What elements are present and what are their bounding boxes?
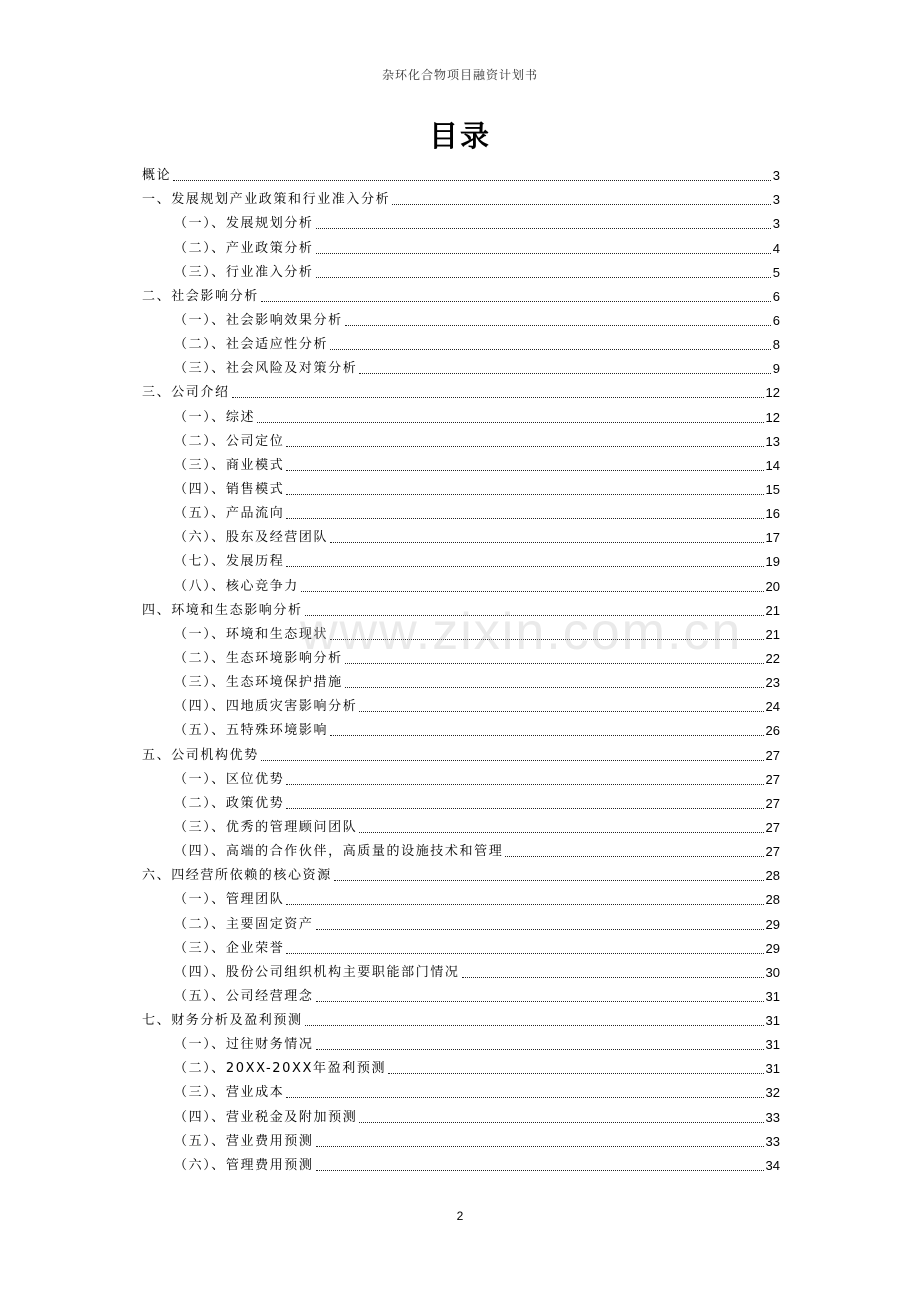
toc-dot-leader — [286, 566, 763, 567]
toc-entry-page: 4 — [772, 240, 780, 256]
toc-dot-leader — [261, 301, 771, 302]
toc-entry[interactable] — [142, 258, 780, 282]
toc-entry[interactable] — [142, 330, 780, 354]
toc-entry-page: 15 — [765, 481, 780, 497]
toc-entry-page: 27 — [765, 819, 780, 835]
toc-entry[interactable] — [142, 282, 780, 306]
toc-entry[interactable] — [142, 765, 780, 789]
toc-entry-label: （七）、发展历程 — [174, 554, 285, 570]
toc-entry[interactable] — [142, 233, 780, 257]
toc-entry[interactable] — [142, 644, 780, 668]
toc-entry-label: （四）、销售模式 — [174, 481, 285, 497]
page-header: 杂环化合物项目融资计划书 — [381, 68, 538, 82]
toc-dot-leader — [286, 494, 763, 495]
toc-entry-label: 五、公司机构优势 — [142, 747, 259, 763]
toc-entry[interactable] — [142, 547, 780, 571]
toc-entry[interactable] — [142, 692, 780, 716]
toc-dot-leader — [359, 373, 770, 374]
toc-dot-leader — [334, 880, 764, 881]
toc-entry-page: 31 — [765, 1037, 780, 1053]
toc-entry-page: 31 — [765, 1061, 780, 1077]
toc-entry-label: 二、社会影响分析 — [142, 288, 259, 304]
toc-dot-leader — [316, 929, 764, 930]
toc-dot-leader — [359, 1122, 763, 1123]
toc-entry[interactable] — [142, 161, 780, 185]
toc-entry-page: 27 — [765, 844, 780, 860]
toc-entry[interactable] — [142, 958, 780, 982]
toc-entry-label: （五）、五特殊环境影响 — [174, 723, 329, 739]
toc-entry[interactable] — [142, 475, 780, 499]
toc-dot-leader — [286, 953, 763, 954]
toc-entry[interactable] — [142, 909, 780, 933]
toc-entry-label: （二）、社会适应性分析 — [174, 337, 329, 353]
toc-entry[interactable] — [142, 813, 780, 837]
toc-dot-leader — [388, 1073, 763, 1074]
toc-entry-label: （二）、政策优势 — [174, 795, 285, 811]
toc-entry[interactable] — [142, 740, 780, 764]
toc-entry-page: 16 — [765, 506, 780, 522]
toc-dot-leader — [286, 904, 763, 905]
toc-entry[interactable] — [142, 1102, 780, 1126]
toc-entry-label: （五）、公司经营理念 — [174, 988, 314, 1004]
toc-dot-leader — [301, 591, 764, 592]
toc-entry[interactable] — [142, 378, 780, 402]
page-number: 2 — [456, 1209, 464, 1223]
toc-entry-label: （一）、区位优势 — [174, 771, 285, 787]
table-of-contents — [142, 161, 780, 1175]
toc-entry[interactable] — [142, 934, 780, 958]
toc-entry[interactable] — [142, 451, 780, 475]
toc-entry-label: （一）、社会影响效果分析 — [174, 312, 343, 328]
toc-entry-label: 四、环境和生态影响分析 — [142, 602, 303, 618]
toc-dot-leader — [505, 856, 763, 857]
toc-dot-leader — [286, 470, 763, 471]
toc-entry[interactable] — [142, 499, 780, 523]
toc-entry-label: 六、四经营所依赖的核心资源 — [142, 868, 332, 884]
toc-dot-leader — [316, 277, 771, 278]
toc-entry[interactable] — [142, 427, 780, 451]
toc-entry-page: 28 — [765, 892, 780, 908]
toc-entry[interactable] — [142, 402, 780, 426]
toc-entry-label: （八）、核心竞争力 — [174, 578, 299, 594]
toc-entry-label: （六）、管理费用预测 — [174, 1157, 314, 1173]
toc-entry[interactable] — [142, 885, 780, 909]
toc-entry-page: 27 — [765, 795, 780, 811]
toc-dot-leader — [330, 639, 763, 640]
toc-entry-label: （一）、综述 — [174, 409, 256, 425]
toc-dot-leader — [305, 615, 764, 616]
toc-entry-page: 3 — [772, 216, 780, 232]
toc-entry[interactable] — [142, 668, 780, 692]
toc-entry-label: （四）、营业税金及附加预测 — [174, 1109, 358, 1125]
toc-entry[interactable] — [142, 716, 780, 740]
toc-entry[interactable] — [142, 1006, 780, 1030]
toc-entry-page: 12 — [765, 385, 780, 401]
toc-entry[interactable] — [142, 982, 780, 1006]
toc-entry[interactable] — [142, 571, 780, 595]
toc-entry-label: （一）、发展规划分析 — [174, 216, 314, 232]
toc-entry[interactable] — [142, 1030, 780, 1054]
toc-entry-page: 21 — [765, 602, 780, 618]
toc-entry[interactable] — [142, 1078, 780, 1102]
toc-entry-label: 一、发展规划产业政策和行业准入分析 — [142, 192, 391, 208]
toc-entry-page: 30 — [765, 964, 780, 980]
toc-dot-leader — [261, 760, 764, 761]
toc-entry-page: 19 — [765, 554, 780, 570]
toc-dot-leader — [392, 204, 771, 205]
toc-entry-page: 22 — [765, 650, 780, 666]
toc-entry-label: （五）、营业费用预测 — [174, 1133, 314, 1149]
toc-dot-leader — [359, 832, 763, 833]
watermark: www.zixin.com.cn — [300, 603, 743, 661]
toc-entry-page: 27 — [765, 771, 780, 787]
toc-entry-page: 31 — [765, 1013, 780, 1029]
toc-entry-label: （三）、营业成本 — [174, 1085, 285, 1101]
toc-entry-label: （二）、公司定位 — [174, 433, 285, 449]
toc-entry-label: （四）、高端的合作伙伴，高质量的设施技术和管理 — [174, 844, 504, 860]
toc-dot-leader — [330, 542, 763, 543]
toc-entry-page: 32 — [765, 1085, 780, 1101]
toc-entry[interactable] — [142, 523, 780, 547]
toc-title: 目录 — [428, 119, 491, 153]
toc-entry[interactable] — [142, 1127, 780, 1151]
toc-entry-page: 3 — [772, 192, 780, 208]
toc-entry[interactable] — [142, 596, 780, 620]
toc-entry-label: 概论 — [142, 168, 172, 184]
toc-entry-page: 29 — [765, 940, 780, 956]
toc-entry-page: 20 — [765, 578, 780, 594]
toc-entry[interactable] — [142, 185, 780, 209]
toc-dot-leader — [316, 1049, 764, 1050]
toc-dot-leader — [316, 1170, 764, 1171]
toc-entry-label: （三）、企业荣誉 — [174, 940, 285, 956]
toc-entry-page: 23 — [765, 675, 780, 691]
toc-entry-label: （三）、优秀的管理顾问团队 — [174, 819, 358, 835]
toc-entry-label: （三）、社会风险及对策分析 — [174, 361, 358, 377]
toc-entry-label: （三）、生态环境保护措施 — [174, 675, 343, 691]
toc-entry-page: 5 — [772, 264, 780, 280]
toc-entry[interactable] — [142, 354, 780, 378]
toc-entry-label: （二）、生态环境影响分析 — [174, 650, 343, 666]
toc-dot-leader — [345, 687, 764, 688]
toc-entry-page: 3 — [772, 168, 780, 184]
toc-entry-page: 21 — [765, 626, 780, 642]
toc-entry[interactable] — [142, 209, 780, 233]
toc-dot-leader — [316, 1001, 764, 1002]
toc-dot-leader — [330, 735, 763, 736]
toc-entry-label: 三、公司介绍 — [142, 385, 230, 401]
toc-entry-page: 13 — [765, 433, 780, 449]
toc-entry-page: 27 — [765, 747, 780, 763]
toc-entry-label: （一）、管理团队 — [174, 892, 285, 908]
toc-entry-label: （三）、商业模式 — [174, 457, 285, 473]
toc-dot-leader — [232, 397, 764, 398]
toc-entry-label: （四）、股份公司组织机构主要职能部门情况 — [174, 964, 460, 980]
toc-dot-leader — [305, 1025, 764, 1026]
toc-dot-leader — [316, 253, 771, 254]
toc-entry-page: 12 — [765, 409, 780, 425]
toc-entry[interactable] — [142, 620, 780, 644]
toc-entry-page: 6 — [772, 312, 780, 328]
toc-dot-leader — [359, 711, 763, 712]
toc-entry-label: （二）、产业政策分析 — [174, 240, 314, 256]
toc-entry-label: 七、财务分析及盈利预测 — [142, 1013, 303, 1029]
toc-entry-label: （五）、产品流向 — [174, 506, 285, 522]
toc-entry-page: 31 — [765, 988, 780, 1004]
toc-entry-label: （二）、主要固定资产 — [174, 916, 314, 932]
toc-dot-leader — [345, 663, 764, 664]
toc-dot-leader — [316, 228, 771, 229]
toc-entry-page: 28 — [765, 868, 780, 884]
toc-entry-page: 24 — [765, 699, 780, 715]
toc-entry-label: （一）、环境和生态现状 — [174, 626, 329, 642]
toc-entry[interactable] — [142, 1054, 780, 1078]
toc-dot-leader — [286, 784, 763, 785]
toc-dot-leader — [286, 446, 763, 447]
toc-entry-page: 8 — [772, 337, 780, 353]
toc-dot-leader — [316, 1146, 764, 1147]
toc-entry[interactable] — [142, 306, 780, 330]
toc-entry-page: 17 — [765, 530, 780, 546]
toc-dot-leader — [286, 808, 763, 809]
toc-dot-leader — [345, 325, 771, 326]
toc-entry[interactable] — [142, 1151, 780, 1175]
toc-entry-page: 6 — [772, 288, 780, 304]
toc-entry-page: 9 — [772, 361, 780, 377]
toc-entry-label: （三）、行业准入分析 — [174, 264, 314, 280]
toc-entry-label: （六）、股东及经营团队 — [174, 530, 329, 546]
toc-entry-page: 33 — [765, 1109, 780, 1125]
toc-entry-label: （二）、20XX-20XX年盈利预测 — [174, 1061, 387, 1077]
toc-entry[interactable] — [142, 861, 780, 885]
toc-dot-leader — [286, 1097, 763, 1098]
toc-entry[interactable] — [142, 837, 780, 861]
toc-entry-page: 14 — [765, 457, 780, 473]
toc-entry[interactable] — [142, 789, 780, 813]
toc-entry-label: （四）、四地质灾害影响分析 — [174, 699, 358, 715]
toc-entry-page: 29 — [765, 916, 780, 932]
toc-entry-label: （一）、过往财务情况 — [174, 1037, 314, 1053]
toc-dot-leader — [286, 518, 763, 519]
toc-dot-leader — [257, 422, 763, 423]
toc-entry-page: 33 — [765, 1133, 780, 1149]
toc-dot-leader — [462, 977, 764, 978]
toc-entry-page: 26 — [765, 723, 780, 739]
toc-dot-leader — [330, 349, 771, 350]
toc-dot-leader — [173, 180, 771, 181]
toc-entry-page: 34 — [765, 1157, 780, 1173]
